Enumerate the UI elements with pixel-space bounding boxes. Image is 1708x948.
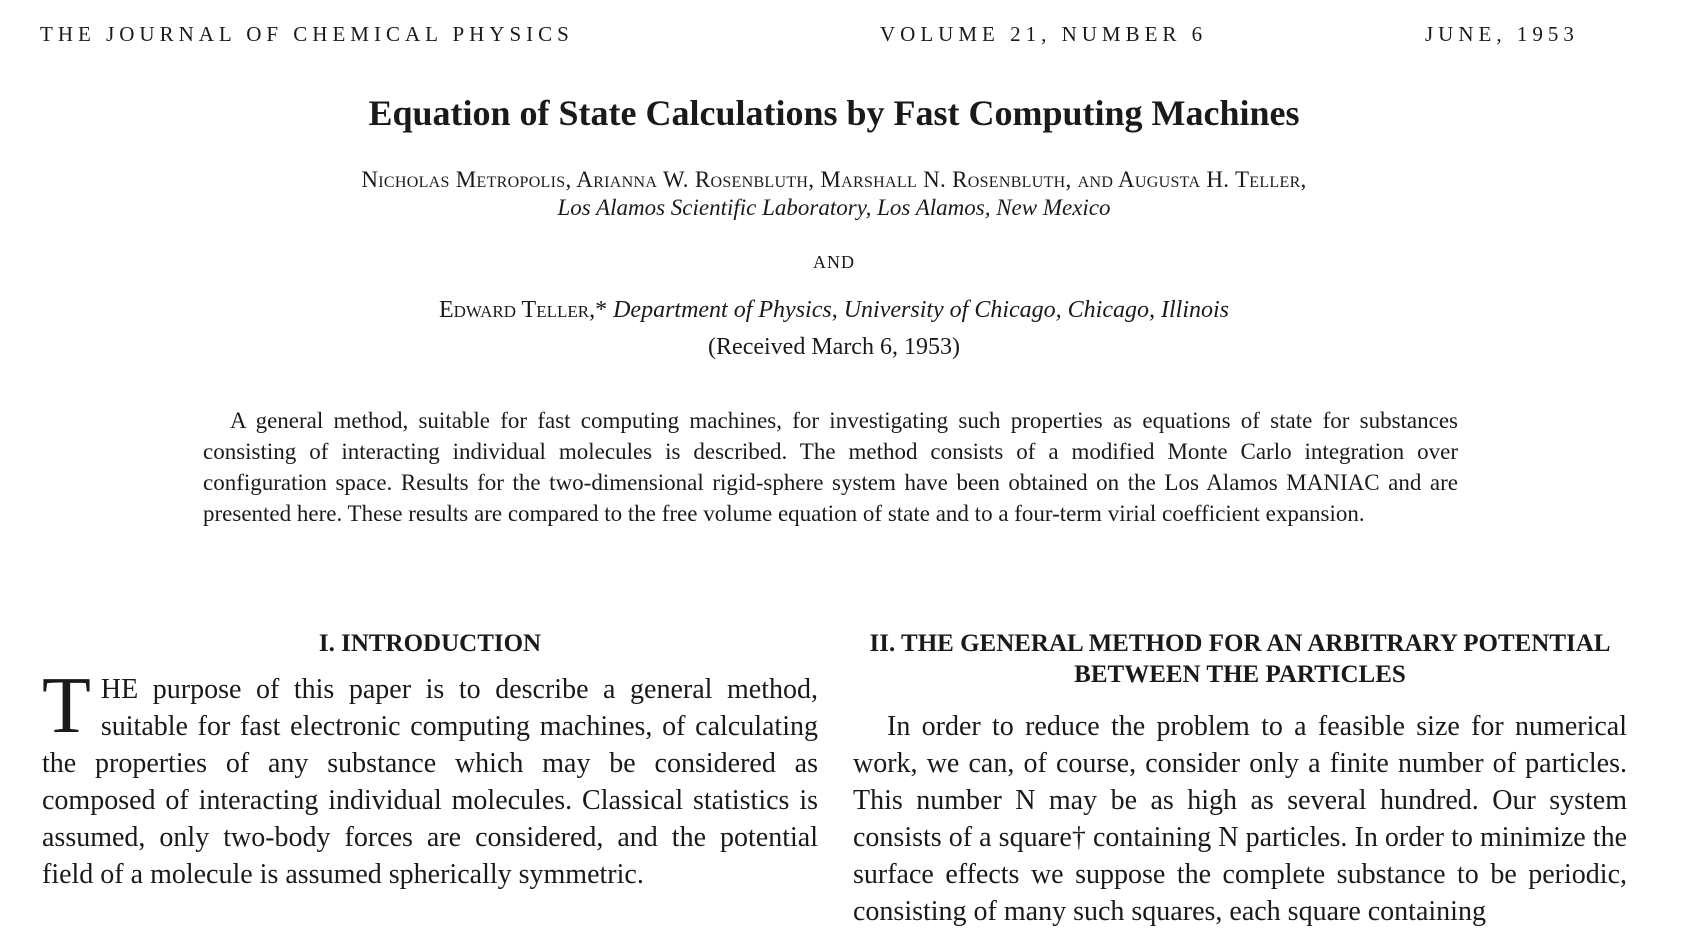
- section-heading-general-method: II. THE GENERAL METHOD FOR AN ARBITRARY POTENTIAL BETWEEN THE PARTICLES: [869, 630, 1611, 688]
- volume-number: VOLUME 21, NUMBER 6: [880, 22, 1208, 46]
- abstract: A general method, suitable for fast computing machines, for investigating such properties as equations of state for substances consisting of interacting individual molecules is described. The method consists of a modified Monte Carlo integration over configuration space. Results for the two-dimensional rigid-sphere system have been obtained on the Los Alamos MANIAC and are presented here. These results are compared to the free volume equation of state and to a four-term virial coefficient expansion.: [203, 408, 1458, 526]
- author-list: Nicholas Metropolis, Arianna W. Rosenbluth, Marshall N. Rosenbluth, and Augusta H. Teller,: [361, 167, 1307, 192]
- running-head: [40, 22, 1640, 48]
- drop-cap: T: [42, 662, 91, 750]
- paper-title: Equation of State Calculations by Fast Computing Machines: [368, 93, 1300, 133]
- right-column: [853, 628, 1627, 930]
- section-heading-introduction: I. INTRODUCTION: [318, 630, 542, 657]
- second-author-name: Edward Teller,*: [438, 297, 608, 323]
- issue-date: JUNE, 1953: [1425, 22, 1579, 46]
- and-separator: AND: [813, 252, 855, 272]
- author-affiliation: Los Alamos Scientific Laboratory, Los Alamos, New Mexico: [557, 195, 1111, 220]
- left-column: [42, 628, 818, 893]
- received-date: (Received March 6, 1953): [708, 334, 960, 360]
- journal-name: THE JOURNAL OF CHEMICAL PHYSICS: [40, 22, 574, 46]
- introduction-paragraph: [42, 662, 818, 893]
- second-author-line: [0, 297, 1668, 324]
- general-method-paragraph: In order to reduce the problem to a feasible size for numerical work, we can, of course, consider only a finite number of particles. This number N may be as high as several hundred. Our system consists of a square† containing N particles. In order to minimize the surface effects we suppose the complete substance to be periodic, consisting of many such squares, each square containing: [853, 711, 1627, 927]
- second-author-affiliation: Department of Physics, University of Chicago, Chicago, Illinois: [613, 297, 1230, 323]
- introduction-text: HE purpose of this paper is to describe a general method, suitable for fast electronic computing machines, of calculating the properties of any substance which may be considered as composed of interacting individual molecules. Classical statistics is assumed, only two-body forces are considered, and the potential field of a molecule is assumed spherically symmetric.: [42, 674, 818, 890]
